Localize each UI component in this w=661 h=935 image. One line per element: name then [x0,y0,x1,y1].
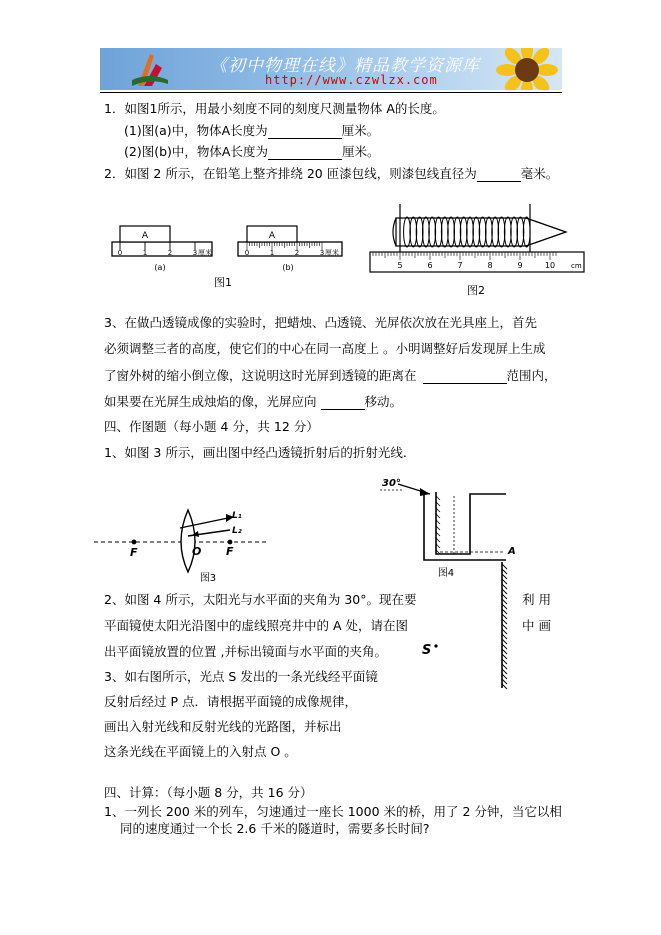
calc-q1-line2: 同的速度通过一个长 2.6 千米的隧道时，需要多长时间? [120,821,430,836]
fig1-a-tick-2: 2 [167,249,173,257]
q3-line4 [104,393,402,410]
fig3-label-l2: L₂ [232,526,242,536]
section4-p3-line4: 这条光线在平面镜上的入射点 O 。 [104,744,297,759]
q1-part-b-unit: 厘米。 [341,144,380,159]
q3-line3-suffix: 范围内， [506,368,557,383]
fig3-label-f-left: F [130,546,138,559]
fig2-tick-7: 7 [457,261,463,270]
q3-line4-prefix: 如果要在光屏生成烛焰的像，光屏应向 [104,394,317,409]
header-banner [100,48,562,90]
calc-q1-line1: 1、一列长 200 米的列车，匀速通过一座长 1000 米的桥，用了 2 分钟，当它以相 [104,804,562,819]
fig1-b-object-label: A [268,231,276,241]
figure-3-convex-lens [92,500,272,582]
fig2-tick-10: 10 [544,261,556,270]
q3-range-blank[interactable] [423,367,507,384]
fig2-caption: 图2 [467,284,485,297]
q1-part-b [124,143,379,160]
calc-heading: 四、计算：（每小题 8 分，共 16 分） [104,785,313,800]
fig3-caption: 图3 [199,573,217,582]
q1-stem: 1．如图1所示，用最小刻度不同的刻度尺测量物体 A的长度。 [104,101,445,116]
fig2-tick-9: 9 [517,261,523,270]
fig4-angle-label: 30° [382,478,401,489]
fig2-tick-5: 5 [397,261,403,270]
fig1-a-label: (a) [154,263,166,272]
q1-part-a [124,122,379,139]
figure-2-pencil-coil [366,196,588,300]
section4-p3-line2: 反射后经过 P 点．请根据平面镜的成像规律， [104,694,357,709]
fig1-a-tick-3: 3 [192,249,198,257]
section4-p3-line1: 3、如右图所示，光点 S 发出的一条光线经平面镜 [104,669,378,684]
section4-p3-line3: 画出入射光线和反射光线的光路图，并标出 [104,719,342,734]
section4-p2-line1-right: 利 用 [522,592,551,607]
q1-part-a-answer-blank[interactable] [268,122,342,139]
fig1-a-unit: 厘米 [198,249,212,257]
fig1-b-tick-0: 0 [244,249,250,257]
q3-direction-blank[interactable] [321,393,365,410]
q1-part-a-unit: 厘米。 [341,123,380,138]
fig1-b-tick-2: 2 [294,249,300,257]
section4-p2-line2-right: 中 画 [522,618,551,633]
site-logo-icon [128,50,172,88]
q2-stem [104,165,558,182]
section4-p2-line1: 2、如图 4 所示，太阳光与水平面的夹角为 30°。现在要 [104,592,417,607]
fig2-unit: cm [571,262,582,270]
section4-p1: 1、如图 3 所示，画出图中经凸透镜折射后的折射光线. [104,445,407,460]
fig1-b-tick-1: 1 [269,249,275,257]
section4-heading: 四、作图题（每小题 4 分，共 12 分） [104,419,319,434]
q3-line1: 3、在做凸透镜成像的实验时，把蜡烛、凸透镜、光屏依次放在光具座上，首先 [104,315,537,330]
q3-line3 [104,367,557,384]
q2-stem-prefix: 2．如图 2 所示，在铅笔上整齐排绕 20 匝漆包线，则漆包线直径为 [104,166,477,181]
fig5-source-label: S [422,643,432,658]
q1-part-b-prefix: (2)图(b)中，物体A长度为 [124,144,268,159]
fig1-b-tick-3: 3 [319,249,325,257]
q2-stem-unit: 毫米。 [520,166,559,181]
q3-line4-suffix: 移动。 [364,394,403,409]
fig3-label-l1: L₁ [232,511,242,521]
sunflower-icon [492,48,562,90]
q3-line2: 必须调整三者的高度，使它们的中心在同一高度上 。小明调整好后发现屏上生成 [104,341,546,356]
fig1-a-tick-0: 0 [117,249,123,257]
fig1-a-tick-1: 1 [142,249,148,257]
section4-p2-line2: 平面镜使太阳光沿图中的虚线照亮井中的 A 处，请在图 [104,618,408,633]
section4-p2-line3: 出平面镜放置的位置 ,并标出镜面与水平面的夹角。 [104,644,387,659]
fig2-tick-6: 6 [427,261,433,270]
fig1-b-unit: 厘米 [325,249,339,257]
fig3-label-o: O [192,545,202,558]
site-title: 《初中物理在线》精品教学资源库 [210,56,480,76]
q1-part-a-prefix: (1)图(a)中，物体A长度为 [124,123,268,138]
header-rule [100,92,562,93]
fig2-tick-8: 8 [487,261,493,270]
fig1-caption: 图1 [214,276,232,289]
q3-line3-prefix: 了窗外树的缩小倒立像，这说明这时光屏到透镜的距离在 [104,368,417,383]
figure-5-mirror [418,560,528,690]
fig4-point-label: A [508,546,516,557]
figure-1-rulers [108,220,348,292]
fig1-a-object-label: A [141,231,149,241]
q1-part-b-answer-blank[interactable] [268,143,342,160]
fig1-b-label: (b) [282,263,294,272]
fig4-caption: 图4 [437,568,455,578]
site-url[interactable]: http://www.czwlzx.com [265,73,438,87]
q2-answer-blank[interactable] [477,165,521,182]
fig3-label-f-right: F [226,545,234,558]
